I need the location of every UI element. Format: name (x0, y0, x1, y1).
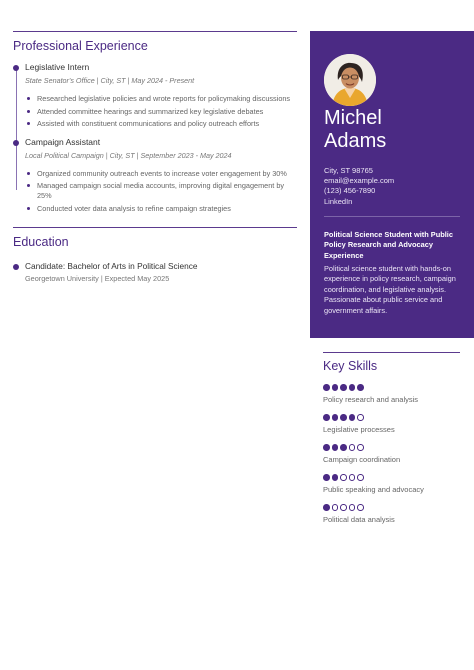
rating-dot-empty (340, 474, 347, 481)
rating-dot-empty (349, 474, 356, 481)
job-meta: Local Political Campaign | City, ST | September 2023 - May 2024 (25, 150, 232, 160)
experience-divider (13, 31, 297, 32)
skill-item (323, 474, 460, 494)
contact-linkedin[interactable]: LinkedIn (324, 196, 353, 206)
job-entry (13, 62, 297, 129)
job-title: Campaign Assistant (25, 136, 101, 147)
rating-dot-filled (357, 384, 364, 391)
timeline-dot (13, 65, 19, 71)
rating-dot-filled (349, 414, 356, 421)
skill-name: Public speaking and advocacy (323, 485, 424, 494)
skill-item (323, 384, 460, 404)
job-bullet: Attended committee hearings and summarized key legislative debates (25, 107, 297, 117)
contact-phone: (123) 456-7890 (324, 186, 376, 196)
timeline-dot (13, 140, 19, 146)
rating-dot-filled (323, 384, 330, 391)
experience-timeline (13, 62, 297, 213)
skill-rating (323, 474, 460, 481)
skill-name: Legislative processes (323, 425, 395, 434)
job-bullets (25, 94, 297, 129)
rating-dot-empty (357, 504, 364, 511)
contact-info (324, 166, 394, 207)
skill-rating (323, 414, 460, 421)
job-bullets (25, 169, 297, 213)
rating-dot-filled (340, 414, 347, 421)
skill-name: Political data analysis (323, 515, 395, 524)
sidebar-divider (324, 216, 460, 217)
rating-dot-empty (349, 444, 356, 451)
person-photo-icon (324, 54, 376, 106)
contact-location: City, ST 98765 (324, 166, 373, 175)
skills-heading: Key Skills (323, 359, 378, 373)
contact-email[interactable]: email@example.com (324, 176, 395, 186)
rating-dot-filled (349, 384, 356, 391)
rating-dot-filled (332, 384, 339, 391)
rating-dot-empty (332, 504, 339, 511)
job-bullet: Assisted with constituent communications and policy outreach efforts (25, 119, 297, 129)
education-dot (13, 264, 19, 270)
rating-dot-filled (340, 384, 347, 391)
job-title: Legislative Intern (25, 62, 90, 72)
rating-dot-empty (340, 504, 347, 511)
candidate-name (324, 107, 386, 153)
rating-dot-filled (323, 474, 330, 481)
rating-dot-empty (357, 474, 364, 481)
last-name: Adams (324, 130, 387, 152)
skills-list (323, 384, 460, 524)
skills-section (323, 352, 460, 524)
main-column (13, 31, 297, 283)
skills-divider (323, 352, 460, 353)
rating-dot-filled (332, 414, 339, 421)
skill-rating (323, 504, 460, 511)
rating-dot-empty (357, 444, 364, 451)
skill-item (323, 414, 460, 434)
job-bullet: Conducted voter data analysis to refine campaign strategies (25, 204, 297, 214)
education-divider (13, 227, 297, 228)
skill-item (323, 504, 460, 524)
skill-item (323, 444, 460, 464)
skill-rating (323, 444, 460, 451)
job-bullet: Organized community outreach events to increase voter engagement by 30% (25, 169, 297, 179)
job-meta: State Senator's Office | City, ST | May 2024 - Present (25, 76, 195, 85)
summary-text: Political science student with hands-on experience in policy research, campaign coordination, and legislative analysis. Passionate about public service and government affairs. (324, 264, 456, 315)
education-entry (13, 261, 297, 283)
education-meta: Georgetown University | Expected May 2025 (25, 274, 170, 284)
first-name: Michel (324, 107, 382, 129)
skill-name: Policy research and analysis (323, 395, 419, 404)
education-heading: Education (13, 235, 69, 250)
rating-dot-filled (340, 444, 347, 451)
rating-dot-filled (323, 414, 330, 421)
rating-dot-filled (332, 444, 339, 451)
profile-photo (324, 54, 376, 106)
job-bullet: Researched legislative policies and wrote reports for policymaking discussions (25, 94, 297, 104)
job-entry (13, 137, 297, 213)
skill-name: Campaign coordination (323, 455, 401, 464)
summary-title: Political Science Student with Public Policy Research and Advocacy Experience (324, 230, 453, 260)
experience-heading: Professional Experience (13, 39, 148, 53)
skill-rating (323, 384, 460, 391)
rating-dot-filled (323, 504, 330, 511)
rating-dot-filled (332, 474, 339, 481)
rating-dot-empty (349, 504, 356, 511)
rating-dot-empty (357, 414, 364, 421)
degree-title: Candidate: Bachelor of Arts in Political Science (25, 261, 198, 272)
rating-dot-filled (323, 444, 330, 451)
profile-sidebar (310, 31, 474, 338)
job-bullet: Managed campaign social media accounts, improving digital engagement by 25% (25, 181, 297, 200)
